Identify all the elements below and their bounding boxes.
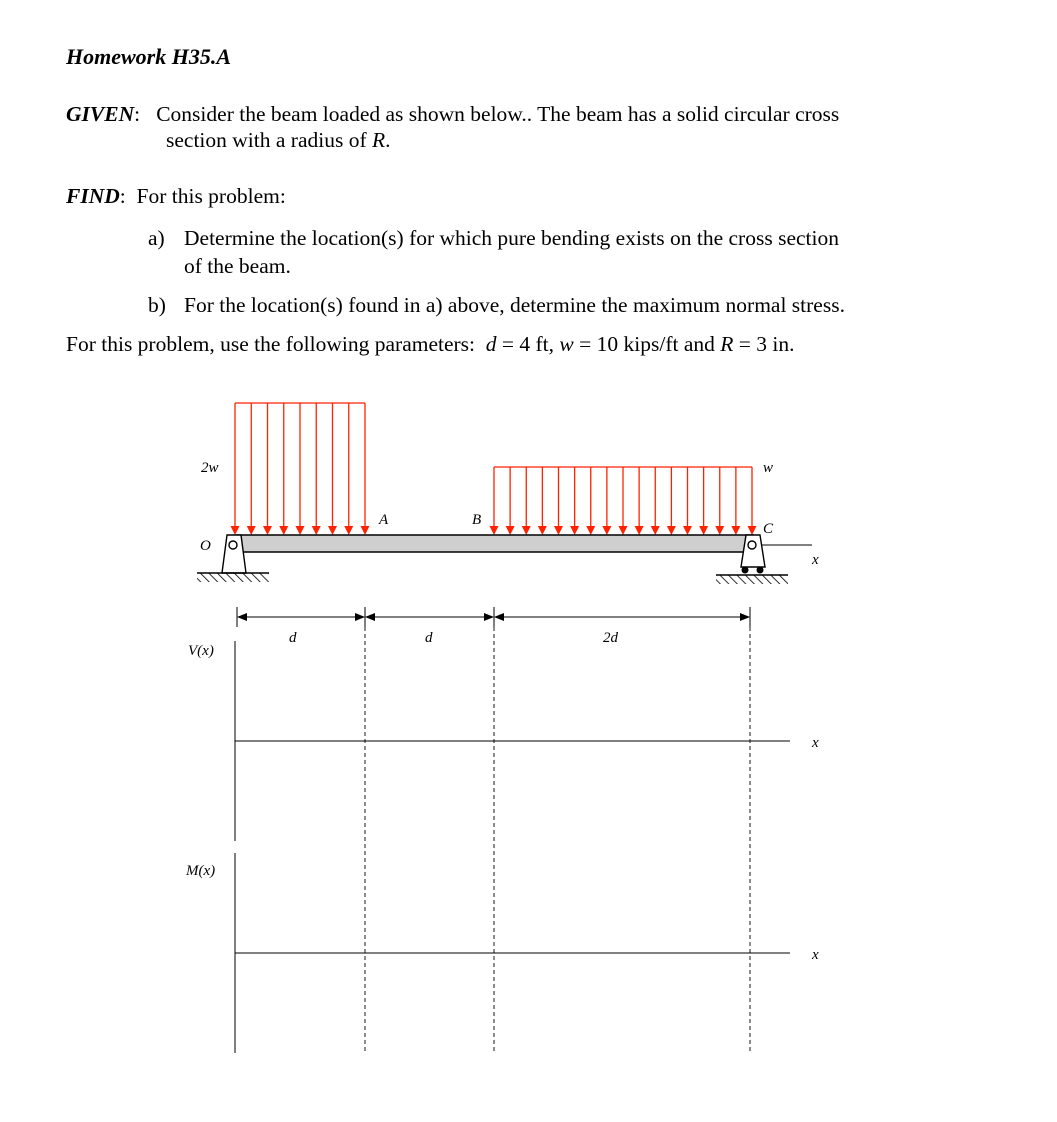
- load-arrow-head: [328, 526, 337, 535]
- load-arrow-head: [651, 526, 660, 535]
- find-item-b-marker: b): [148, 293, 166, 317]
- point-label-a: A: [379, 512, 389, 528]
- find-label: FIND: [66, 184, 120, 208]
- dimension-label-d2: d: [425, 630, 433, 646]
- point-label-b: B: [472, 512, 482, 528]
- load-arrow-head: [361, 526, 370, 535]
- load-arrow-head: [683, 526, 692, 535]
- dashed-guides: [365, 627, 750, 1053]
- load-arrow-head: [715, 526, 724, 535]
- load-arrow-head: [586, 526, 595, 535]
- load-arrow-head: [635, 526, 644, 535]
- moment-axis-label: M(x): [186, 863, 216, 879]
- find-item-a-marker: a): [148, 226, 165, 250]
- beam: [237, 535, 753, 552]
- homework-title: Homework H35.A: [66, 44, 232, 69]
- find-intro: For this problem:: [136, 184, 286, 208]
- given-line-1: GIVEN: Consider the beam loaded as shown below.. The beam has a solid circular cross: [66, 102, 840, 126]
- load-arrow-head: [344, 526, 353, 535]
- shear-diagram-axes: [235, 641, 790, 841]
- load-arrow-head: [699, 526, 708, 535]
- distributed-load-2w: [231, 403, 370, 535]
- load-arrow-head: [538, 526, 547, 535]
- dimension-label-d1: d: [289, 630, 297, 646]
- load-arrow-head: [619, 526, 628, 535]
- load-arrow-head: [506, 526, 515, 535]
- load-label-w: w: [763, 460, 774, 476]
- find-item-b-line1: For the location(s) found in a) above, determine the maximum normal stress.: [184, 293, 845, 317]
- parameters-line: For this problem, use the following parameters: d = 4 ft, w = 10 kips/ft and R = 3 in.: [66, 332, 795, 356]
- load-arrow-head: [247, 526, 256, 535]
- distributed-load-w: [490, 467, 757, 535]
- origin-label: O: [200, 538, 211, 554]
- dimension-lines: [237, 607, 750, 627]
- load-arrow-head: [263, 526, 272, 535]
- point-label-c: C: [763, 521, 774, 537]
- given-line-2: section with a radius of R.: [166, 128, 391, 152]
- load-arrow-head: [731, 526, 740, 535]
- load-arrow-head: [570, 526, 579, 535]
- shear-x-label: x: [812, 735, 819, 751]
- load-arrow-head: [296, 526, 305, 535]
- moment-x-label: x: [812, 947, 819, 963]
- load-arrow-head: [602, 526, 611, 535]
- load-arrow-head: [522, 526, 531, 535]
- shear-axis-label: V(x): [188, 643, 214, 659]
- moment-diagram-axes: [235, 853, 790, 1053]
- given-label: GIVEN: [66, 102, 135, 126]
- load-arrow-head: [554, 526, 563, 535]
- load-arrow-head: [231, 526, 240, 535]
- find-item-a-line2: of the beam.: [184, 254, 291, 278]
- load-arrow-head: [312, 526, 321, 535]
- load-arrow-head: [667, 526, 676, 535]
- x-axis-label-beam: x: [812, 552, 819, 568]
- dimension-label-2d: 2d: [603, 630, 618, 646]
- load-arrow-head: [748, 526, 757, 535]
- load-label-2w: 2w: [201, 460, 219, 476]
- load-arrow-head: [490, 526, 499, 535]
- given-text-1: Consider the beam loaded as shown below.. The beam has a solid circular cross: [156, 102, 840, 126]
- find-line: FIND: For this problem:: [66, 184, 286, 208]
- load-arrow-head: [279, 526, 288, 535]
- find-item-a-line1: Determine the location(s) for which pure bending exists on the cross section: [184, 226, 839, 250]
